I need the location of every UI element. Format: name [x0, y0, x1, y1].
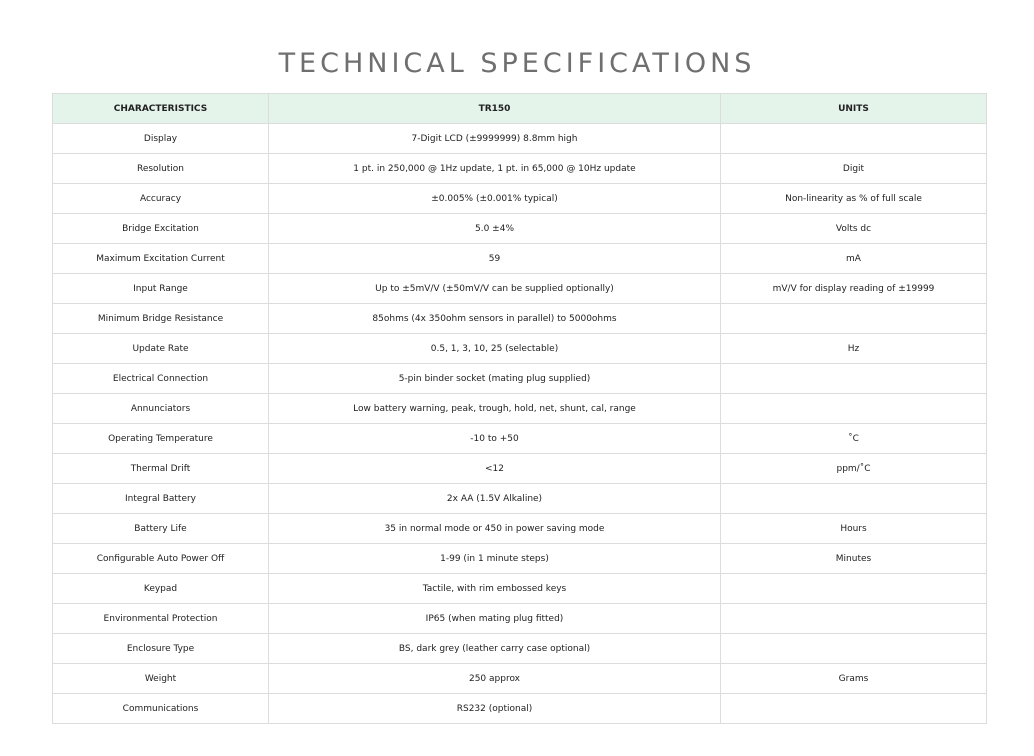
characteristic-cell: Maximum Excitation Current [53, 244, 269, 274]
characteristic-cell: Accuracy [53, 184, 269, 214]
tr150-value-cell: Up to ±5mV/V (±50mV/V can be supplied optionally) [269, 274, 721, 304]
table-row [53, 244, 987, 274]
tr150-value-cell: ±0.005% (±0.001% typical) [269, 184, 721, 214]
tr150-value-cell: <12 [269, 454, 721, 484]
header-characteristics: CHARACTERISTICS [53, 94, 269, 124]
characteristic-cell: Weight [53, 664, 269, 694]
tr150-value-cell: 250 approx [269, 664, 721, 694]
units-cell: ˚C [721, 424, 987, 454]
table-row [53, 124, 987, 154]
table-row [53, 184, 987, 214]
table-row [53, 154, 987, 184]
table-body [53, 124, 987, 724]
units-cell: ppm/˚C [721, 454, 987, 484]
tr150-value-cell: 85ohms (4x 350ohm sensors in parallel) to 5000ohms [269, 304, 721, 334]
table-row [53, 394, 987, 424]
page-title: TECHNICAL SPECIFICATIONS [278, 48, 756, 80]
characteristic-cell: Communications [53, 694, 269, 724]
tr150-value-cell: Tactile, with rim embossed keys [269, 574, 721, 604]
units-cell: Hz [721, 334, 987, 364]
tr150-value-cell: 0.5, 1, 3, 10, 25 (selectable) [269, 334, 721, 364]
characteristic-cell: Resolution [53, 154, 269, 184]
tr150-value-cell: BS, dark grey (leather carry case optional) [269, 634, 721, 664]
table-row [53, 694, 987, 724]
table-row [53, 484, 987, 514]
characteristic-cell: Bridge Excitation [53, 214, 269, 244]
tr150-value-cell: IP65 (when mating plug fitted) [269, 604, 721, 634]
table-row [53, 544, 987, 574]
units-cell [721, 634, 987, 664]
tr150-value-cell: 5-pin binder socket (mating plug supplied) [269, 364, 721, 394]
table-row [53, 454, 987, 484]
units-cell [721, 124, 987, 154]
units-cell: Hours [721, 514, 987, 544]
table-row [53, 604, 987, 634]
tr150-value-cell: 5.0 ±4% [269, 214, 721, 244]
units-cell [721, 604, 987, 634]
units-cell [721, 364, 987, 394]
characteristic-cell: Enclosure Type [53, 634, 269, 664]
units-cell: mV/V for display reading of ±19999 [721, 274, 987, 304]
table-row [53, 334, 987, 364]
tr150-value-cell: 2x AA (1.5V Alkaline) [269, 484, 721, 514]
units-cell: mA [721, 244, 987, 274]
table-row [53, 574, 987, 604]
tr150-value-cell: 59 [269, 244, 721, 274]
units-cell: Non-linearity as % of full scale [721, 184, 987, 214]
characteristic-cell: Electrical Connection [53, 364, 269, 394]
units-cell [721, 394, 987, 424]
characteristic-cell: Minimum Bridge Resistance [53, 304, 269, 334]
table-row [53, 364, 987, 394]
units-cell: Grams [721, 664, 987, 694]
characteristic-cell: Operating Temperature [53, 424, 269, 454]
table-row [53, 634, 987, 664]
characteristic-cell: Input Range [53, 274, 269, 304]
table-row [53, 214, 987, 244]
characteristic-cell: Update Rate [53, 334, 269, 364]
table-row [53, 274, 987, 304]
tr150-value-cell: 1-99 (in 1 minute steps) [269, 544, 721, 574]
characteristic-cell: Integral Battery [53, 484, 269, 514]
table-row [53, 664, 987, 694]
tr150-value-cell: 1 pt. in 250,000 @ 1Hz update, 1 pt. in 65,000 @ 10Hz update [269, 154, 721, 184]
characteristic-cell: Display [53, 124, 269, 154]
table-row [53, 304, 987, 334]
units-cell [721, 574, 987, 604]
table-row [53, 424, 987, 454]
units-cell [721, 484, 987, 514]
units-cell [721, 694, 987, 724]
table-row [53, 514, 987, 544]
units-cell [721, 304, 987, 334]
tr150-value-cell: -10 to +50 [269, 424, 721, 454]
tr150-value-cell: 35 in normal mode or 450 in power saving mode [269, 514, 721, 544]
characteristic-cell: Configurable Auto Power Off [53, 544, 269, 574]
characteristic-cell: Battery Life [53, 514, 269, 544]
tr150-value-cell: RS232 (optional) [269, 694, 721, 724]
characteristic-cell: Thermal Drift [53, 454, 269, 484]
units-cell: Digit [721, 154, 987, 184]
specifications-table [52, 93, 987, 724]
characteristic-cell: Environmental Protection [53, 604, 269, 634]
header-tr150: TR150 [269, 94, 721, 124]
tr150-value-cell: Low battery warning, peak, trough, hold, net, shunt, cal, range [269, 394, 721, 424]
characteristic-cell: Annunciators [53, 394, 269, 424]
tr150-value-cell: 7-Digit LCD (±9999999) 8.8mm high [269, 124, 721, 154]
characteristic-cell: Keypad [53, 574, 269, 604]
units-cell: Volts dc [721, 214, 987, 244]
table-header-row [53, 94, 987, 124]
header-units: UNITS [721, 94, 987, 124]
units-cell: Minutes [721, 544, 987, 574]
